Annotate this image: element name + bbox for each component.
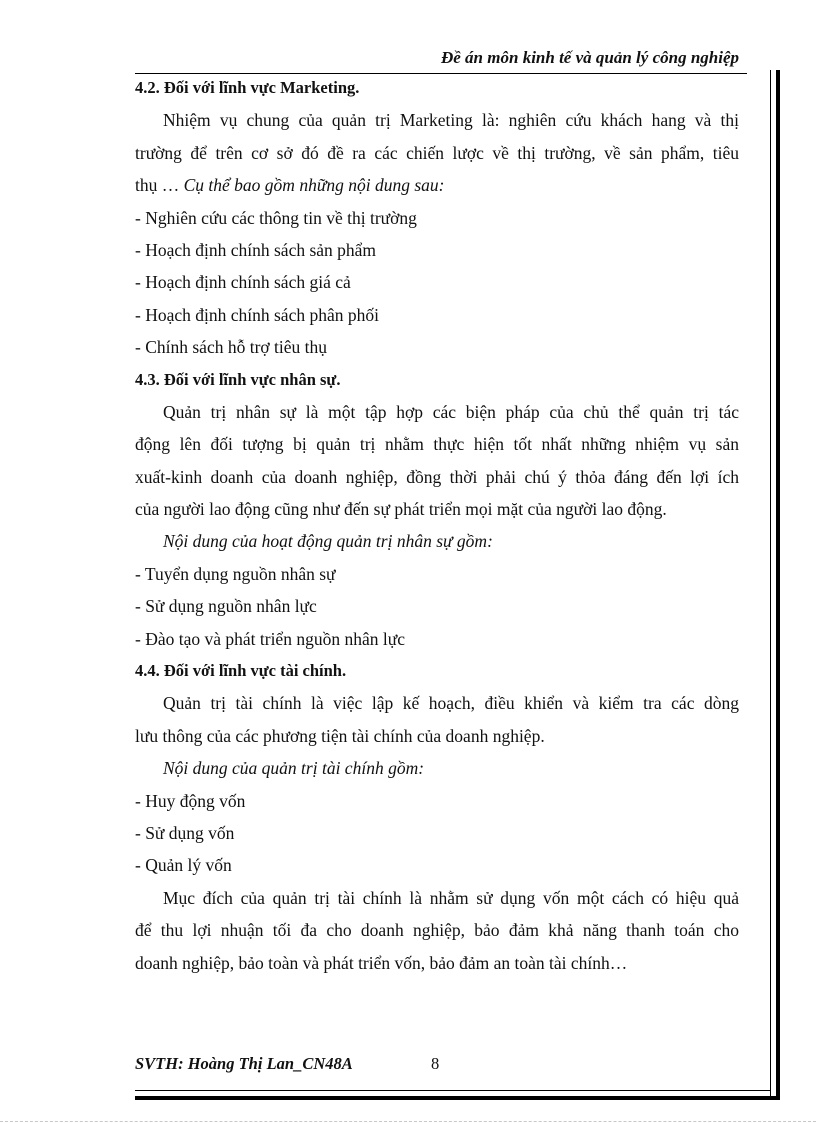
paragraph-text: thụ … xyxy=(135,175,184,196)
paragraph-line: Mục đích của quản trị tài chính là nhằm sử dụng vốn một cách có hiệu quả xyxy=(163,887,739,908)
page-border-bottom-inner xyxy=(135,1090,771,1091)
page-border-bottom-outer xyxy=(135,1096,780,1100)
list-item: - Hoạch định chính sách sản phẩm xyxy=(135,239,377,260)
section-heading-4-2: 4.2. Đối với lĩnh vực Marketing. xyxy=(135,78,360,97)
list-item: - Sử dụng vốn xyxy=(135,822,235,843)
italic-intro: Cụ thể bao gồm những nội dung sau: xyxy=(183,175,445,196)
page-number: 8 xyxy=(431,1054,440,1073)
list-item: - Hoạch định chính sách giá cả xyxy=(135,272,351,293)
section-heading-4-3: 4.3. Đối với lĩnh vực nhân sự. xyxy=(135,369,341,389)
list-item: - Chính sách hỗ trợ tiêu thụ xyxy=(135,337,328,358)
list-item: - Sử dụng nguồn nhân lực xyxy=(135,596,317,617)
list-item: - Quản lý vốn xyxy=(135,855,232,876)
section-heading-4-4: 4.4. Đối với lĩnh vực tài chính. xyxy=(135,661,347,681)
footer-author: SVTH: Hoàng Thị Lan_CN48A xyxy=(135,1054,353,1073)
paragraph-line: động lên đối tượng bị quản trị nhằm thực hiện tốt nhất những nhiệm vụ sản xyxy=(135,434,739,455)
paragraph-line: Quản trị nhân sự là một tập hợp các biện pháp của chủ thể quản trị tác xyxy=(163,401,739,422)
paragraph-line xyxy=(135,169,739,201)
paragraph-line: Nhiệm vụ chung của quản trị Marketing là: nghiên cứu khách hang và thị xyxy=(163,110,739,131)
paragraph-line: xuất-kinh doanh của doanh nghiệp, đồng thời phải chú ý thỏa đáng đến lợi ích xyxy=(135,466,739,487)
list-item: - Hoạch định chính sách phân phối xyxy=(135,304,379,325)
paragraph-line: lưu thông của các phương tiện tài chính của doanh nghiệp. xyxy=(135,725,545,746)
paragraph-line: doanh nghiệp, bảo toàn và phát triển vốn, bảo đảm an toàn tài chính… xyxy=(135,952,628,973)
page-edge-dotted-line xyxy=(0,1121,816,1122)
paragraph-line: Quản trị tài chính là việc lập kế hoạch, điều khiển và kiểm tra các dòng xyxy=(163,693,739,714)
paragraph-line: để thu lợi nhuận tối đa cho doanh nghiệp, bảo đảm khả năng thanh toán cho xyxy=(135,920,739,941)
page-border-right-inner xyxy=(770,70,771,1100)
list-item: - Nghiên cứu các thông tin về thị trường xyxy=(135,207,417,228)
italic-intro: Nội dung của hoạt động quản trị nhân sự gồm: xyxy=(163,531,493,552)
paragraph-line: trường để trên cơ sở đó đề ra các chiến lược về thị trường, về sản phẩm, tiêu xyxy=(135,142,739,163)
list-item: - Huy động vốn xyxy=(135,790,246,811)
page-border-right-outer xyxy=(776,70,780,1100)
italic-intro: Nội dung của quản trị tài chính gồm: xyxy=(163,758,425,779)
paragraph-line: của người lao động cũng như đến sự phát triển mọi mặt của người lao động. xyxy=(135,499,667,520)
running-header: Đề án môn kinh tế và quản lý công nghiệp xyxy=(440,48,739,67)
list-item: - Tuyển dụng nguồn nhân sự xyxy=(135,563,336,584)
document-body xyxy=(135,72,739,979)
list-item: - Đào tạo và phát triển nguồn nhân lực xyxy=(135,628,405,649)
